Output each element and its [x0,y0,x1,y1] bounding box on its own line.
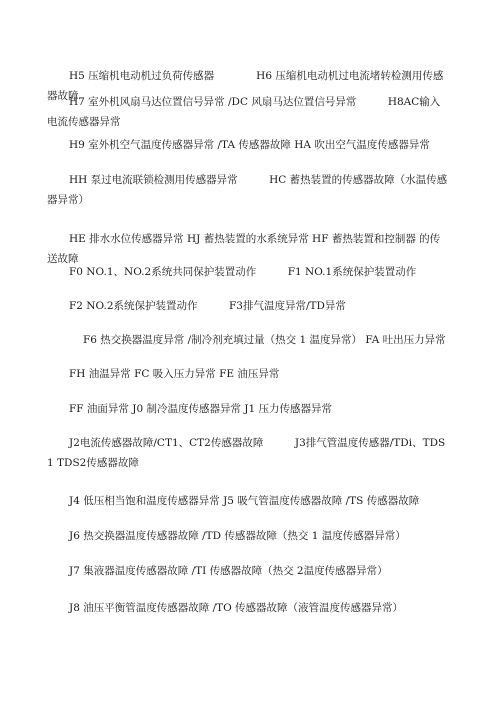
error-code-line-f2-f3: F2 NO.2系统保护装置动作 F3排气温度异常/TD异常 [69,300,346,312]
error-code-line-h9-ha: H9 室外机空气温度传感器异常 /TA 传感器故障 HA 吹出空气温度传感器异常 [69,139,430,151]
error-code-line-j2-j3: J2电流传感器故障/CT1、CT2传感器故障 J3排气管温度传感器/TDi、TDS1 TDS2传感器故障 [47,437,446,469]
error-code-line-he-hj-hf: HE 排水水位传感器异常 HJ 蓄热装置的水系统异常 HF 蓄热装置和控制器 的传送故障 [47,233,441,265]
error-code-line-j4-j5: J4 低压相当饱和温度传感器异常 J5 吸气管温度传感器故障 /TS 传感器故障 [69,495,420,507]
error-code-line-f6-fa: F6 热交换器温度异常 /制冷剂充填过量（热交 1 温度异常） FA 吐出压力异常 [83,334,446,346]
error-code-line-fh-fc-fe: FH 油温异常 FC 吸入压力异常 FE 油压异常 [69,368,280,380]
error-code-line-h7-h8: H7 室外机风扇马达位置信号异常 /DC 风扇马达位置信号异常 H8AC输入电流传感器异常 [47,96,441,128]
error-code-line-j8: J8 油压平衡管温度传感器故障 /TO 传感器故障（液管温度传感器异常） [69,602,404,614]
error-code-line-f0-f1: F0 NO.1、NO.2系统共同保护装置动作 F1 NO.1系统保护装置动作 [69,266,417,278]
error-code-line-j6: J6 热交换器温度传感器故障 /TD 传感器故障（热交 1 温度传感器异常） [69,530,406,542]
error-code-line-j7: J7 集液器温度传感器故障 /TI 传感器故障（热交 2温度传感器异常） [69,565,388,577]
error-code-line-h5-h6: H5 压缩机电动机过负荷传感器 H6 压缩机电动机过电流堵转检测用传感器故障 [47,70,444,102]
error-code-line-hh-hc: HH 泵过电流联锁检测用传感器异常 HC 蓄热装置的传感器故障（水温传感器异常） [47,174,448,206]
error-code-line-ff-j0-j1: FF 油面异常 J0 制冷温度传感器异常 J1 压力传感器异常 [69,403,333,415]
